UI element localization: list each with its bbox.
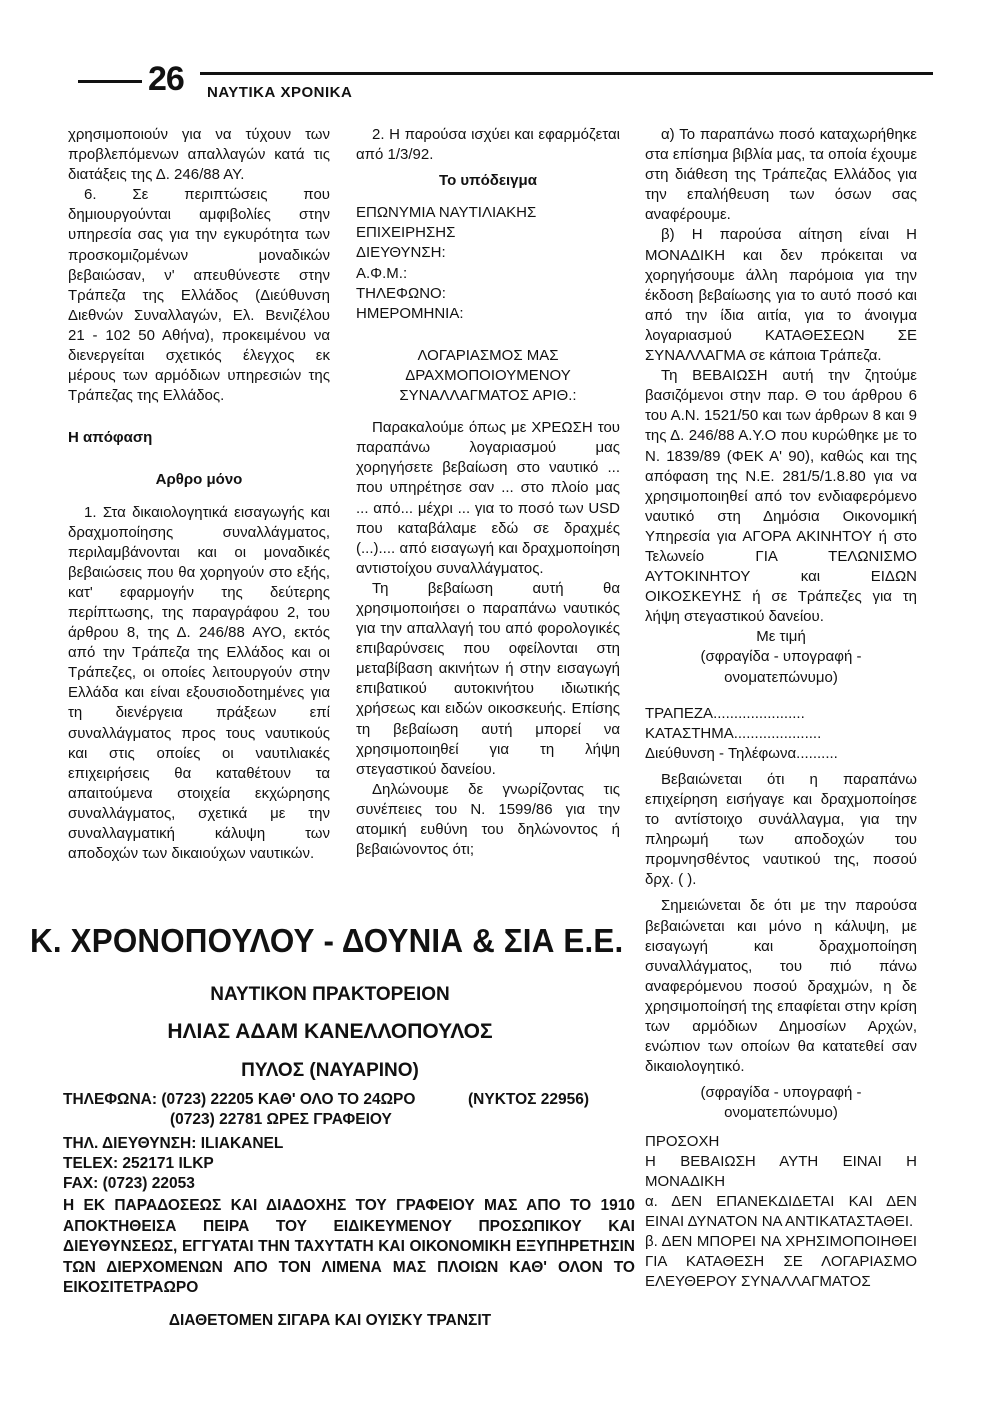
heading-sample: Το υπόδειγμα: [439, 172, 537, 190]
form-line: ΔΙΕΥΘΥΝΣΗ:: [356, 244, 446, 262]
ad-tradition-text: Η ΕΚ ΠΑΡΑΔΟΣΕΩΣ ΚΑΙ ΔΙΑΔΟΧΗΣ ΤΟΥ ΓΡΑΦΕΙΟΥ ΜΑΣ ΑΠΟ ΤΟ 1910 ΑΠΟΚΤΗΘΕΙΣΑ ΠΕΙΡΑ ΤΟΥ ΕΙΔΙΚΕΥΜΕΝΟΥ ΠΡΟΣΩΠΙΚΟΥ ΚΑΙ ΔΙΕΥΘΥΝΣΕΩΣ, ΕΓΓΥΑΤΑΙ ΤΗΝ ΤΑΧΥΤΑΤΗ ΚΑΙ ΟΙΚΟΝΟΜΙΚΗ ΕΞΥΠΗΡΕΤΗΣΙΝ ΤΩΝ ΔΙΕΡΧΟΜΕΝΩΝ ΑΠΟ ΤΟΝ ΛΙΜΕΝΑ ΜΑΣ ΠΛΟΙΩΝ ΚΑΘ' ΟΛΟΝ ΤΟ ΕΙΚΟΣΙΤΕΤΡΑΩΡΟ: [63, 1197, 635, 1296]
form-line: ΤΗΛΕΦΩΝΟ:: [356, 284, 446, 302]
notice-line: β. ΔΕΝ ΜΠΟΡΕΙ ΝΑ ΧΡΗΣΙΜΟΠΟΙΗΘΕΙ ΓΙΑ ΚΑΤΑΘΕΣΗ ΣΕ ΛΟΓΑΡΙΑΣΜΟ ΕΛΕΥΘΕΡΟΥ ΣΥΝΑΛΛΑΓΜΑΤΟΣ: [645, 1232, 917, 1291]
ad-line-location: ΠΥΛΟΣ (ΝΑΥΑΡΙΝΟ): [241, 1060, 419, 1081]
notice-line: ΠΡΟΣΟΧΗ: [645, 1132, 720, 1150]
publication-title: ΝΑΥΤΙΚΑ ΧΡΟΝΙΚΑ: [207, 84, 353, 101]
ad-night-phone: (ΝΥΚΤΟΣ 22956): [468, 1091, 590, 1108]
stamp-note-2: (σφραγίδα - υπογραφή - ονοματεπώνυμο): [700, 1084, 862, 1122]
ad-line-owner: ΗΛΙΑΣ ΑΔΑΜ ΚΑΝΕΛΛΟΠΟΥΛΟΣ: [167, 1020, 493, 1043]
col3-paragraph-4: Βεβαιώνεται ότι η παραπάνω επιχείρηση εισήγαγε και δραχμοποίησε το αντίστοιχο συνάλλαγμα, για την πληρωμή των αποδοχών του προμνησθέντος ναυτικού της, ποσού δρχ. ( ).: [645, 770, 917, 889]
col2-paragraph-1: 2. Η παρούσα ισχύει και εφαρμόζεται από 1/3/92.: [356, 126, 620, 164]
notice-line: Η ΒΕΒΑΙΩΣΗ ΑΥΤΗ ΕΙΝΑΙ Η ΜΟΝΑΔΙΚΗ: [645, 1152, 917, 1190]
ad-phone-2: (0723) 22781 ΩΡΕΣ ΓΡΑΦΕΙΟΥ: [170, 1111, 392, 1128]
ad-tagline: ΔΙΑΘΕΤΟΜΕΝ ΣΙΓΑΡΑ ΚΑΙ ΟΥΙΣΚΥ ΤΡΑΝΣΙΤ: [168, 1312, 492, 1329]
col1-paragraph-2: 6. Σε περιπτώσεις που δημιουργούνται αμφιβολίες στην υπηρεσία σας για την εγκυρότητα των προσκομιζομένων μοναδικών βεβαιώσαν, ν' απευθύνεστε στην Τράπεζα της Ελλάδος (Διεύθυνση Διεθνών Συναλλαγών, Ελ. Βενιζέλου 21 - 102 50 Αθήνα), προκειμένου να διενεργείται σχετικός έλεγχος εκ μέρους των αρμόδιων υπηρεσιών της Τράπεζας της Ελλάδος.: [68, 186, 330, 405]
form-line: Α.Φ.Μ.:: [356, 264, 408, 282]
form-line: ΗΜΕΡΟΜΗΝΙΑ:: [356, 304, 464, 322]
col3-paragraph-1: α) Το παραπάνω ποσό καταχωρήθηκε στα επίσημα βιβλία μας, τα οποία έχουμε στη διάθεση της Τράπεζας Ελλάδος για την επαλήθευση των όσων σας αναφέρουμε.: [645, 126, 917, 224]
regards: Με τιμή: [756, 628, 806, 646]
col1-paragraph-1: χρησιμοποιούν για να τύχουν των προβλεπόμενων απαλλαγών κατά τις διατάξεις της Δ. 246/88 ΑΥ.: [68, 126, 330, 184]
ad-phone-1: ΤΗΛΕΦΩΝΑ: (0723) 22205 ΚΑΘ' ΟΛΟ ΤΟ 24ΩΡΟ: [63, 1091, 416, 1108]
company-name: Κ. ΧΡΟΝΟΠΟΥΛΟΥ - ΔΟΥΝΙΑ & ΣΙΑ Ε.Ε.: [30, 922, 624, 959]
col3-paragraph-5: Σημειώνεται δε ότι με την παρούσα βεβαιώνεται και μόνο η κάλυψη, με εισαγωγή και δραχμοποίηση συναλλάγματος, του πιό πάνω αναφερόμενου ποσού δραχμών, η δε χρησιμοποίησή της επαφίεται στην κρίση των αρμόδιων Δημοσίων Αρχών, ενώπιον των οποίων θα κατατεθεί σαν δικαιολογητικό.: [645, 897, 917, 1076]
heading-article: Αρθρο μόνο: [155, 471, 243, 489]
notice-line: α. ΔΕΝ ΕΠΑΝΕΚΔΙΔΕΤΑΙ ΚΑΙ ΔΕΝ ΕΙΝΑΙ ΔΥΝΑΤΟΝ ΝΑ ΑΝΤΙΚΑΤΑΣΤΑΘΕΙ.: [645, 1192, 917, 1230]
col2-paragraph-3: Τη βεβαίωση αυτή θα χρησιμοποιήσει ο παραπάνω ναυτικός για την απαλλαγή του από φορολογικές επιβαρύνσεις που οφείλονται στη μεταβίβαση ακινήτων ή στην εισαγωγή επιβατικού αυτοκινήτου ιδιωτικής χρήσεως και ειδών οικοσκευής. Επίσης τη βεβαίωση αυτή μπορεί να χρησιμοποιηθεί για τη λήψη στεγαστικού δανείου.: [356, 579, 620, 778]
ad-line-agency: ΝΑΥΤΙΚΟΝ ΠΡΑΚΤΟΡΕΙΟΝ: [210, 984, 450, 1005]
col1-paragraph-3: 1. Στα δικαιολογητικά εισαγωγής και δραχμοποίησης συναλλάγματος, περιλαμβάνονται και οι μοναδικές βεβαιώσεις που θα χορηγούν στο εξής, κατ' εφαρμογήν της δεύτερης περίπτωσης, της παραγράφου 2, του άρθρου 8, της Δ. 246/88 ΑΥΟ, εκτός από την Τράπεζα της Ελλάδος και οι Τράπεζες, οι οποίες λειτουργούν στην Ελλάδα και είναι εξουσιοδοτημένες για τη διενέργεια πράξεων επί συναλλάγματος προς τους ναυτικούς και στις οποίες οι ναυτιλιακές επιχειρήσεις θα καταθέτουν τα απαιτούμενα στοιχεία εκχώρησης συναλλάγματος, σχετικά με την συναλλαγματική κάλυψη των αποδοχών των δικαιούχων ναυτικών.: [68, 503, 330, 863]
ad-fax: FAX: (0723) 22053: [63, 1175, 195, 1192]
column-1: [68, 125, 330, 864]
form-fields: [356, 203, 620, 324]
bank-fields: [645, 704, 917, 764]
col3-paragraph-3: Τη ΒΕΒΑΙΩΣΗ αυτή την ζητούμε βασιζόμενοι στην παρ. Θ του άρθρου 6 του Α.Ν. 1521/50 και των άρθρων 8 και 9 της Δ. 246/88 Α.Υ.Ο που κυρώθηκε με το Ν. 1839/89 (ΦΕΚ Α' 90), καθώς και της απόφαση της Ν.Ε. 281/5/1.8.80 για να χρησιμοποιηθεί από τον ενδιαφερόμενο ναυτικό στη Δημόσια Οικονομική Υπηρεσία για ΑΓΟΡΑ ΑΚΙΝΗΤΟΥ ή στο Τελωνείο ΓΙΑ ΤΕΛΩΝΙΣΜΟ ΑΥΤΟΚΙΝΗΤΟΥ και ΕΙΔΩΝ ΟΙΚΟΣΚΕΥΗΣ ή σε Τράπεζες για τη λήψη στεγαστικού δανείου.: [645, 367, 917, 626]
account-line: ΛΟΓΑΡΙΑΣΜΟΣ ΜΑΣ: [417, 346, 559, 364]
header-rule-left: [78, 80, 142, 83]
account-heading: [356, 346, 620, 406]
account-line: ΣΥΝΑΛΛΑΓΜΑΤΟΣ ΑΡΙΘ.:: [399, 387, 577, 405]
agency-advertisement: [30, 922, 635, 1329]
page-number: 26: [148, 60, 184, 98]
notice-block: [645, 1132, 917, 1293]
form-line: ΕΠΙΧΕΙΡΗΣΗΣ: [356, 224, 456, 242]
header-rule-right: [200, 72, 933, 75]
col2-paragraph-2: Παρακαλούμε όπως με ΧΡΕΩΣΗ του παραπάνω λογαριασμού μας χορηγήσετε βεβαίωση στο ναυτικό ... που υπηρέτησε σαν ... στο πλοίο μας ... από... μέχρι ... για το ποσό των USD που καταβάλαμε εδώ σε δραχμές (...).... από εισαγωγή και δραχμοποίηση αντιστοίχου συναλλάγματος.: [356, 419, 620, 577]
heading-decision: Η απόφαση: [68, 429, 153, 447]
account-line: ΔΡΑΧΜΟΠΟΙΟΥΜΕΝΟΥ: [405, 366, 571, 384]
bank-line: Διεύθυνση - Τηλέφωνα..........: [645, 744, 838, 762]
ad-telex: TELEX: 252171 ILKP: [63, 1155, 214, 1172]
bank-line: ΤΡΑΠΕΖΑ......................: [645, 704, 805, 722]
bank-line: ΚΑΤΑΣΤΗΜΑ.....................: [645, 724, 822, 742]
form-line: ΕΠΩΝΥΜΙΑ ΝΑΥΤΙΛΙΑΚΗΣ: [356, 204, 537, 222]
col3-paragraph-2: β) Η παρούσα αίτηση είναι Η ΜΟΝΑΔΙΚΗ και δεν πρόκειται να χορηγήσουμε άλλη παρόμοια για την έκδοση βεβαίωσης για το αυτό ποσό και από την ίδια αιτία, για το άνοιγμα λογαριασμού ΚΑΤΑΘΕΣΕΩΝ ΣΕ ΣΥΝΑΛΛΑΓΜΑ σε κάποια Τράπεζα.: [645, 226, 917, 365]
stamp-note-1: (σφραγίδα - υπογραφή - ονοματεπώνυμο): [700, 648, 862, 686]
column-2: [356, 125, 620, 860]
col2-paragraph-4: Δηλώνουμε δε γνωρίζοντας τις συνέπειες του Ν. 1599/86 για την ατομική ευθύνη του δηλώνοντος ή βεβαιώνοντος ότι;: [356, 780, 620, 859]
ad-telegraph: ΤΗΛ. ΔΙΕΥΘΥΝΣΗ: ILIAKANEL: [63, 1135, 284, 1152]
column-3: [645, 125, 917, 1292]
